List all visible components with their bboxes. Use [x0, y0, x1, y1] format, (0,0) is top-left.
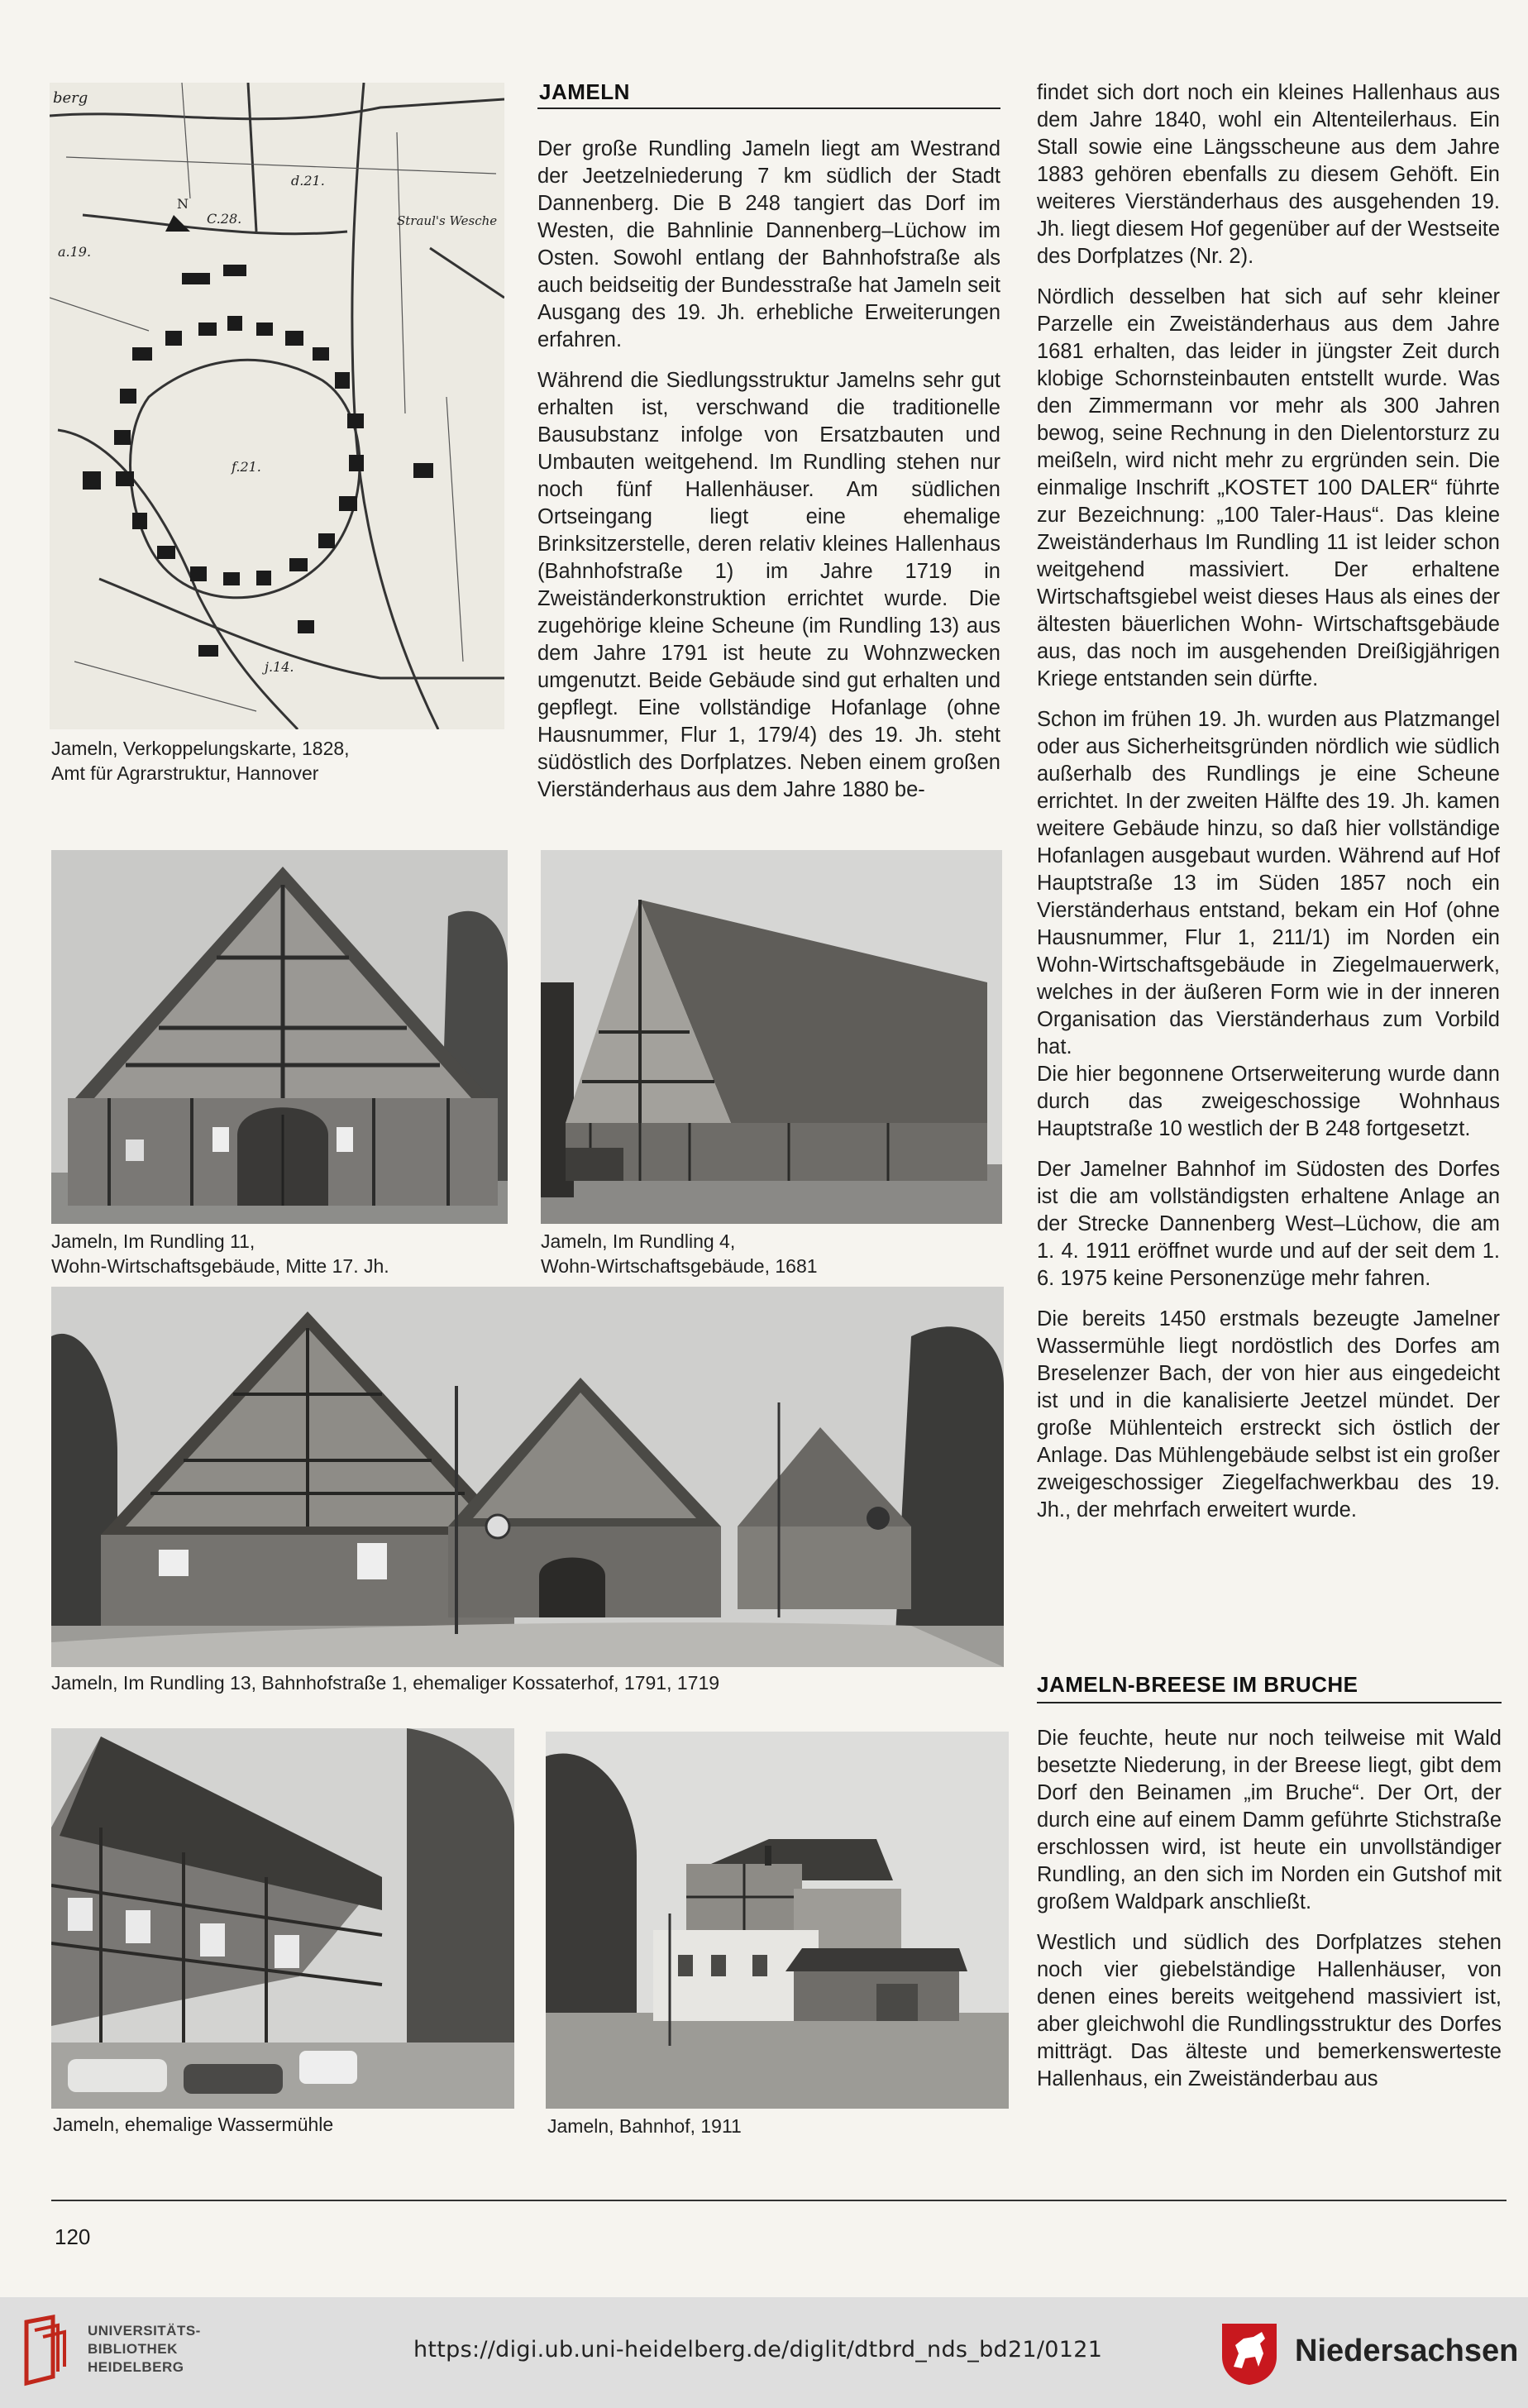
state-name: Niedersachsen [1295, 2334, 1519, 2368]
map-label-f21: f.21. [232, 459, 261, 475]
map-label-berg: berg [53, 89, 88, 107]
photo-bahnhof [546, 1732, 1009, 2109]
map-label-strauls: Straul's Wesche [397, 213, 498, 228]
heading-rule [1037, 1702, 1502, 1703]
niedersachsen-horse-icon [1219, 2320, 1280, 2386]
photo-im-rundling-11 [51, 850, 508, 1224]
photo-caption-bahnhof: Jameln, Bahnhof, 1911 [547, 2115, 742, 2137]
digitization-footer [0, 2297, 1528, 2408]
heading-rule [537, 108, 1000, 109]
map-label-j14: j.14. [265, 659, 294, 675]
map-label-a19: a.19. [58, 244, 92, 260]
map-caption: Jameln, Verkoppelungskarte, 1828, Amt für Agrarstruktur, Hannover [51, 738, 350, 784]
section-heading-jameln: JAMELN [539, 79, 630, 104]
photo-caption-rundling-11: Jameln, Im Rundling 11, Wohn-Wirtschaftsgebäude, Mitte 17. Jh. [51, 1230, 389, 1277]
paragraph: findet sich dort noch ein kleines Hallenhaus aus dem Jahre 1840, wohl ein Altenteilerhaus. Ein Stall sowie eine Längsscheune aus dem Jahre 1883 gehören ebenfalls zu diesem Gehöft. Ein weiteres Vierständerhaus des ausgehenden 19. Jh. liegt diesem Hof gegenüber auf der Westseite des Dorfplatzes (Nr. 2). [1037, 81, 1500, 268]
paragraph: Während die Siedlungsstruktur Jamelns sehr gut erhalten ist, verschwand die traditionelle Bausubstanz infolge von Ersatzbauten und Umbauten weitgehend. Im Rundling stehen nur noch fünf Hallenhäuser. Am südlichen Ortseingang liegt eine ehemalige Brinksitzerstelle, deren relativ kleines Hallenhaus (Bahnhofstraße 1) im Jahre 1719 in Zweiständerkonstruktion errichtet wurde. Die zugehörige kleine Scheune (im Rundling 13) aus dem Jahre 1791 ist heute zu Wohnzwecken umgenutzt. Beide Gebäude sind gut erhalten und gepflegt. Eine vollständige Hofanlage (ohne Hausnummer, Flur 1, 179/4) des 19. Jh. steht südöstlich des Dorfplatzes. Neben einem großen Vierständerhaus aus dem Jahre 1880 be- [537, 369, 1000, 801]
map-label-c28: C.28. [207, 211, 242, 227]
paragraph: Der Jamelner Bahnhof im Südosten des Dorfes ist die am vollständigsten erhaltene Anlage an der Strecke Dannenberg West–Lüchow, die am 1. 4. 1911 eröffnet wurde und auf der seit dem 1. 6. 1975 keine Personenzüge mehr fahren. [1037, 1158, 1500, 1290]
photo-caption-rundling-4: Jameln, Im Rundling 4, Wohn-Wirtschaftsgebäude, 1681 [541, 1230, 818, 1277]
paragraph: Der große Rundling Jameln liegt am Westrand der Jeetzelniederung 7 km südlich der Stadt Dannenberg. Die B 248 tangiert das Dorf im Westen, die Bahnlinie Dannenberg–Lüchow im Osten. Sowohl entlang der Bahnhofstraße als auch beidseitig der Bundesstraße hat Jameln seit Ausgang des 19. Jh. erhebliche Erweiterungen erfahren. [537, 137, 1000, 351]
photo-caption-rundling-13: Jameln, Im Rundling 13, Bahnhofstraße 1, ehemaliger Kossaterhof, 1791, 1719 [51, 1672, 720, 1694]
section-heading-jameln-breese: JAMELN-BREESE IM BRUCHE [1037, 1672, 1358, 1697]
paragraph: Nördlich desselben hat sich auf sehr kleiner Parzelle ein Zweiständerhaus aus dem Jahre 1681 erhalten, das leider in jüngster Zeit durch klobige Schornsteinbauten entstellt wurde. Was den Zimmermann vor mehr als 300 Jahren bewog, seine Rechnung in den Dielentorsturz zu meißeln, wird nicht mehr zu ergründen sein. Die einmalige Inschrift „KOSTET 100 DALER“ führte zur Bezeichnung: „100 Taler-Haus“. Das kleine Zweiständerhaus Im Rundling 11 ist leider schon weitgehend massiviert. Der erhaltene Wirtschaftsgiebel weist dieses Haus als eines der ältesten bäuerlichen Wohn- Wirtschaftsgebäude aus, das noch im ausgehenden Dreißigjährigen Kriege entstanden sein dürfte. [1037, 285, 1500, 690]
text-column-1 [537, 136, 1000, 817]
photo-im-rundling-13 [51, 1287, 1004, 1667]
photo-wassermuehle [51, 1728, 514, 2109]
map-label-north: N [177, 196, 189, 212]
page-bottom-rule [51, 2200, 1507, 2201]
map-label-d21: d.21. [291, 173, 325, 189]
text-column-2-section-2 [1037, 1725, 1502, 2106]
paragraph: Die hier begonnene Ortserweiterung wurde dann durch das zweigeschossige Wohnhaus Hauptstraße 10 westlich der B 248 fortgesetzt. [1037, 1063, 1500, 1140]
photo-caption-wassermuehle: Jameln, ehemalige Wassermühle [53, 2114, 334, 2135]
library-name: UNIVERSITÄTS- BIBLIOTHEK HEIDELBERG [88, 2323, 201, 2375]
paragraph: Westlich und südlich des Dorfplatzes stehen noch vier giebelständige Hallenhäuser, von denen eines bereits weitgehend massiviert ist, aber gleichwohl die Rundlingsstruktur des Dorfes mitträgt. Das älteste und bemerkenswerteste Hallenhaus, ein Zweiständerbau aus [1037, 1931, 1502, 2090]
paragraph: Die feuchte, heute nur noch teilweise mit Wald besetzte Niederung, in der Breese liegt, gibt dem Dorf den Beinamen „im Bruche“. Der Ort, der durch eine auf einem Damm geführte Stichstraße erschlossen wird, ist heute ein unvollständiger Rundling, an den sich im Norden ein Gutshof mit großem Waldpark anschließt. [1037, 1727, 1502, 1913]
photo-im-rundling-4 [541, 850, 1002, 1224]
university-library-logo-icon [18, 2314, 76, 2390]
text-column-2 [1037, 79, 1500, 1537]
paragraph: Die bereits 1450 erstmals bezeugte Jamelner Wassermühle liegt nordöstlich des Dorfes am Breselenzer Bach, der von hier aus eingedeicht ist und in die kanalisierte Jeetzel mündet. Der große Mühlenteich erstreckt sich östlich der Anlage. Das Mühlengebäude selbst ist ein großer zweigeschossiger Ziegelfachwerkbau des 19. Jh., der mehrfach erweitert wurde. [1037, 1307, 1500, 1522]
page-number: 120 [55, 2224, 91, 2249]
paragraph: Schon im frühen 19. Jh. wurden aus Platzmangel oder aus Sicherheitsgründen nördlich wie südlich außerhalb des Rundlings je eine Scheune errichtet. In der zweiten Hälfte des 19. Jh. kamen weitere Gebäude hinzu, so daß hier vollständige Hofanlagen ausgebaut wurden. Während auf Hof Hauptstraße 13 im Süden 1857 noch ein Vierständerhaus entstand, bekam ein Hof (ohne Hausnummer, Flur 1, 211/1) im Norden ein Wohn-Wirtschaftsgebäude in Ziegelmauerwerk, welches in der äußeren Form wie in der inneren Organisation das Vierständerhaus zum Vorbild hat. [1037, 708, 1500, 1058]
map-image [50, 83, 504, 729]
permalink-url[interactable]: https://digi.ub.uni-heidelberg.de/diglit/dtbrd_nds_bd21/0121 [413, 2337, 1103, 2363]
